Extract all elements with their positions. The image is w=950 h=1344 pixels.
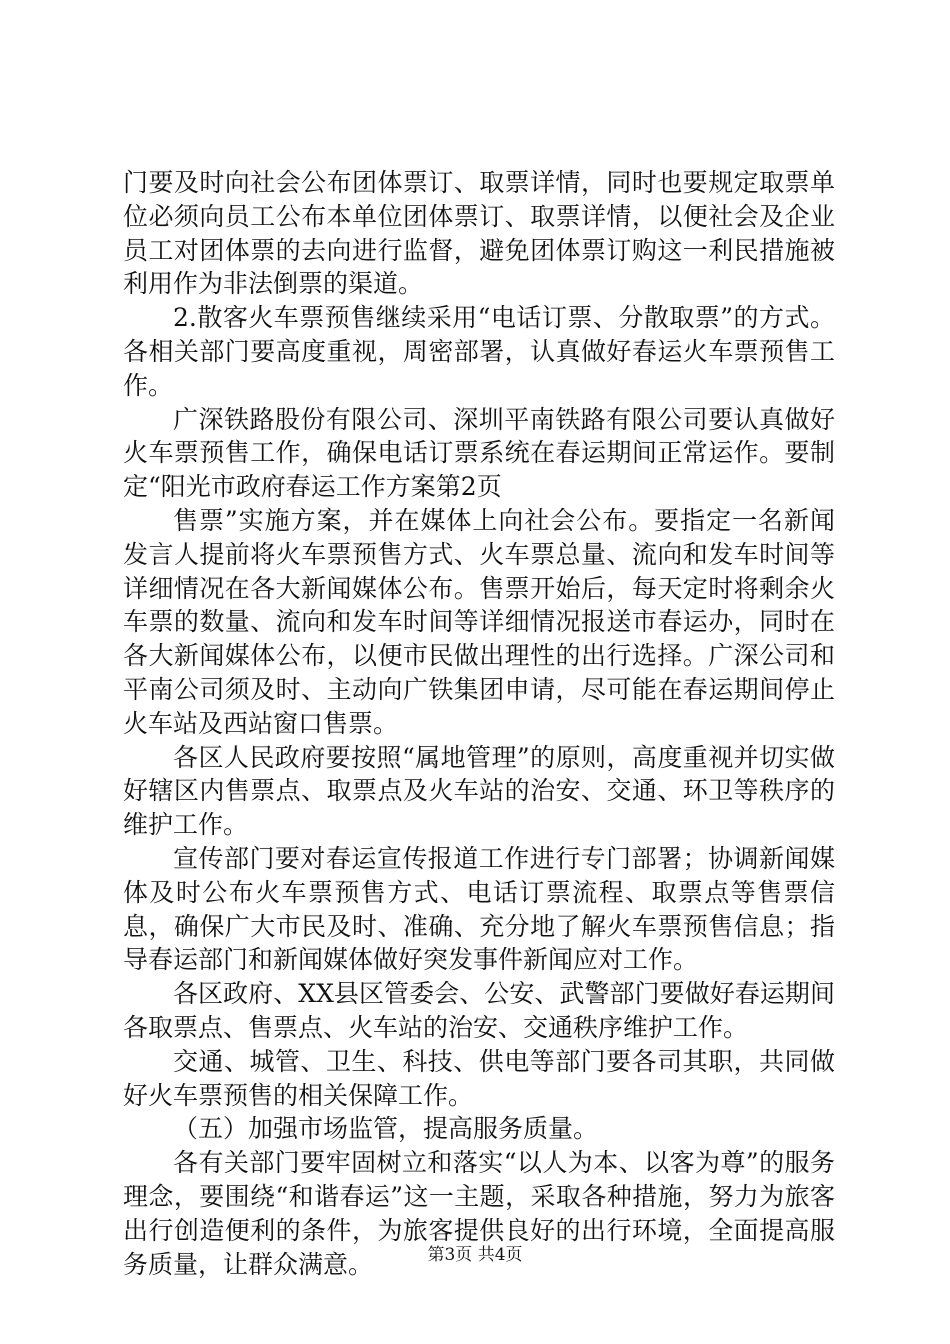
paragraph-1: 门要及时向社会公布团体票订、取票详情，同时也要规定取票单位必须向员工公布本单位团体票订、取票详情，以便社会及企业员工对团体票的去向进行监督，避免团体票订购这一利民措施被利用作为非法倒票的渠道。 [123, 168, 835, 299]
page-number-footer: 第3页 共4页 [427, 1245, 523, 1265]
paragraph-5: 各区人民政府要按照“属地管理”的原则，高度重视并切实做好辖区内售票点、取票点及火车站的治安、交通、环卫等秩序的维护工作。 [123, 742, 835, 840]
paragraph-8: 交通、城管、卫生、科技、供电等部门要各司其职，共同做好火车票预售的相关保障工作。 [123, 1046, 835, 1110]
document-body [123, 166, 835, 1281]
paragraph-10: 各有关部门要牢固树立和落实“以人为本、以客为尊”的服务理念，要围绕“和谐春运”这一主题，采取各种措施，努力为旅客出行创造便利的条件，为旅客提供良好的出行环境，全面提高服务质量，让群众满意。 [123, 1148, 835, 1279]
paragraph-2: 2.散客火车票预售继续采用“电话订票、分散取票”的方式。各相关部门要高度重视，周密部署，认真做好春运火车票预售工作。 [123, 303, 835, 400]
paragraph-4: 售票”实施方案，并在媒体上向社会公布。要指定一名新闻发言人提前将火车票预售方式、火车票总量、流向和发车时间等详细情况在各大新闻媒体公布。售票开始后，每天定时将剩余火车票的数量、流向和发车时间等详细情况报送市春运办，同时在各大新闻媒体公布，以便市民做出理性的出行选择。广深公司和平南公司须及时、主动向广铁集团申请，尽可能在春运期间停止火车站及西站窗口售票。 [123, 505, 835, 738]
paragraph-7: 各区政府、XX县区管委会、公安、武警部门要做好春运期间各取票点、售票点、火车站的治安、交通秩序维护工作。 [123, 979, 835, 1042]
section-heading: （五）加强市场监管，提高服务质量。 [173, 1114, 599, 1144]
paragraph-6: 宣传部门要对春运宣传报道工作进行专门部署；协调新闻媒体及时公布火车票预售方式、电话订票流程、取票点等售票信息，确保广大市民及时、准确、充分地了解火车票预售信息；指导春运部门和新闻媒体做好突发事件新闻应对工作。 [123, 843, 835, 975]
paragraph-3: 广深铁路股份有限公司、深圳平南铁路有限公司要认真做好火车票预售工作，确保电话订票系统在春运期间正常运作。要制定“阳光市政府春运工作方案第2页 [123, 404, 835, 502]
